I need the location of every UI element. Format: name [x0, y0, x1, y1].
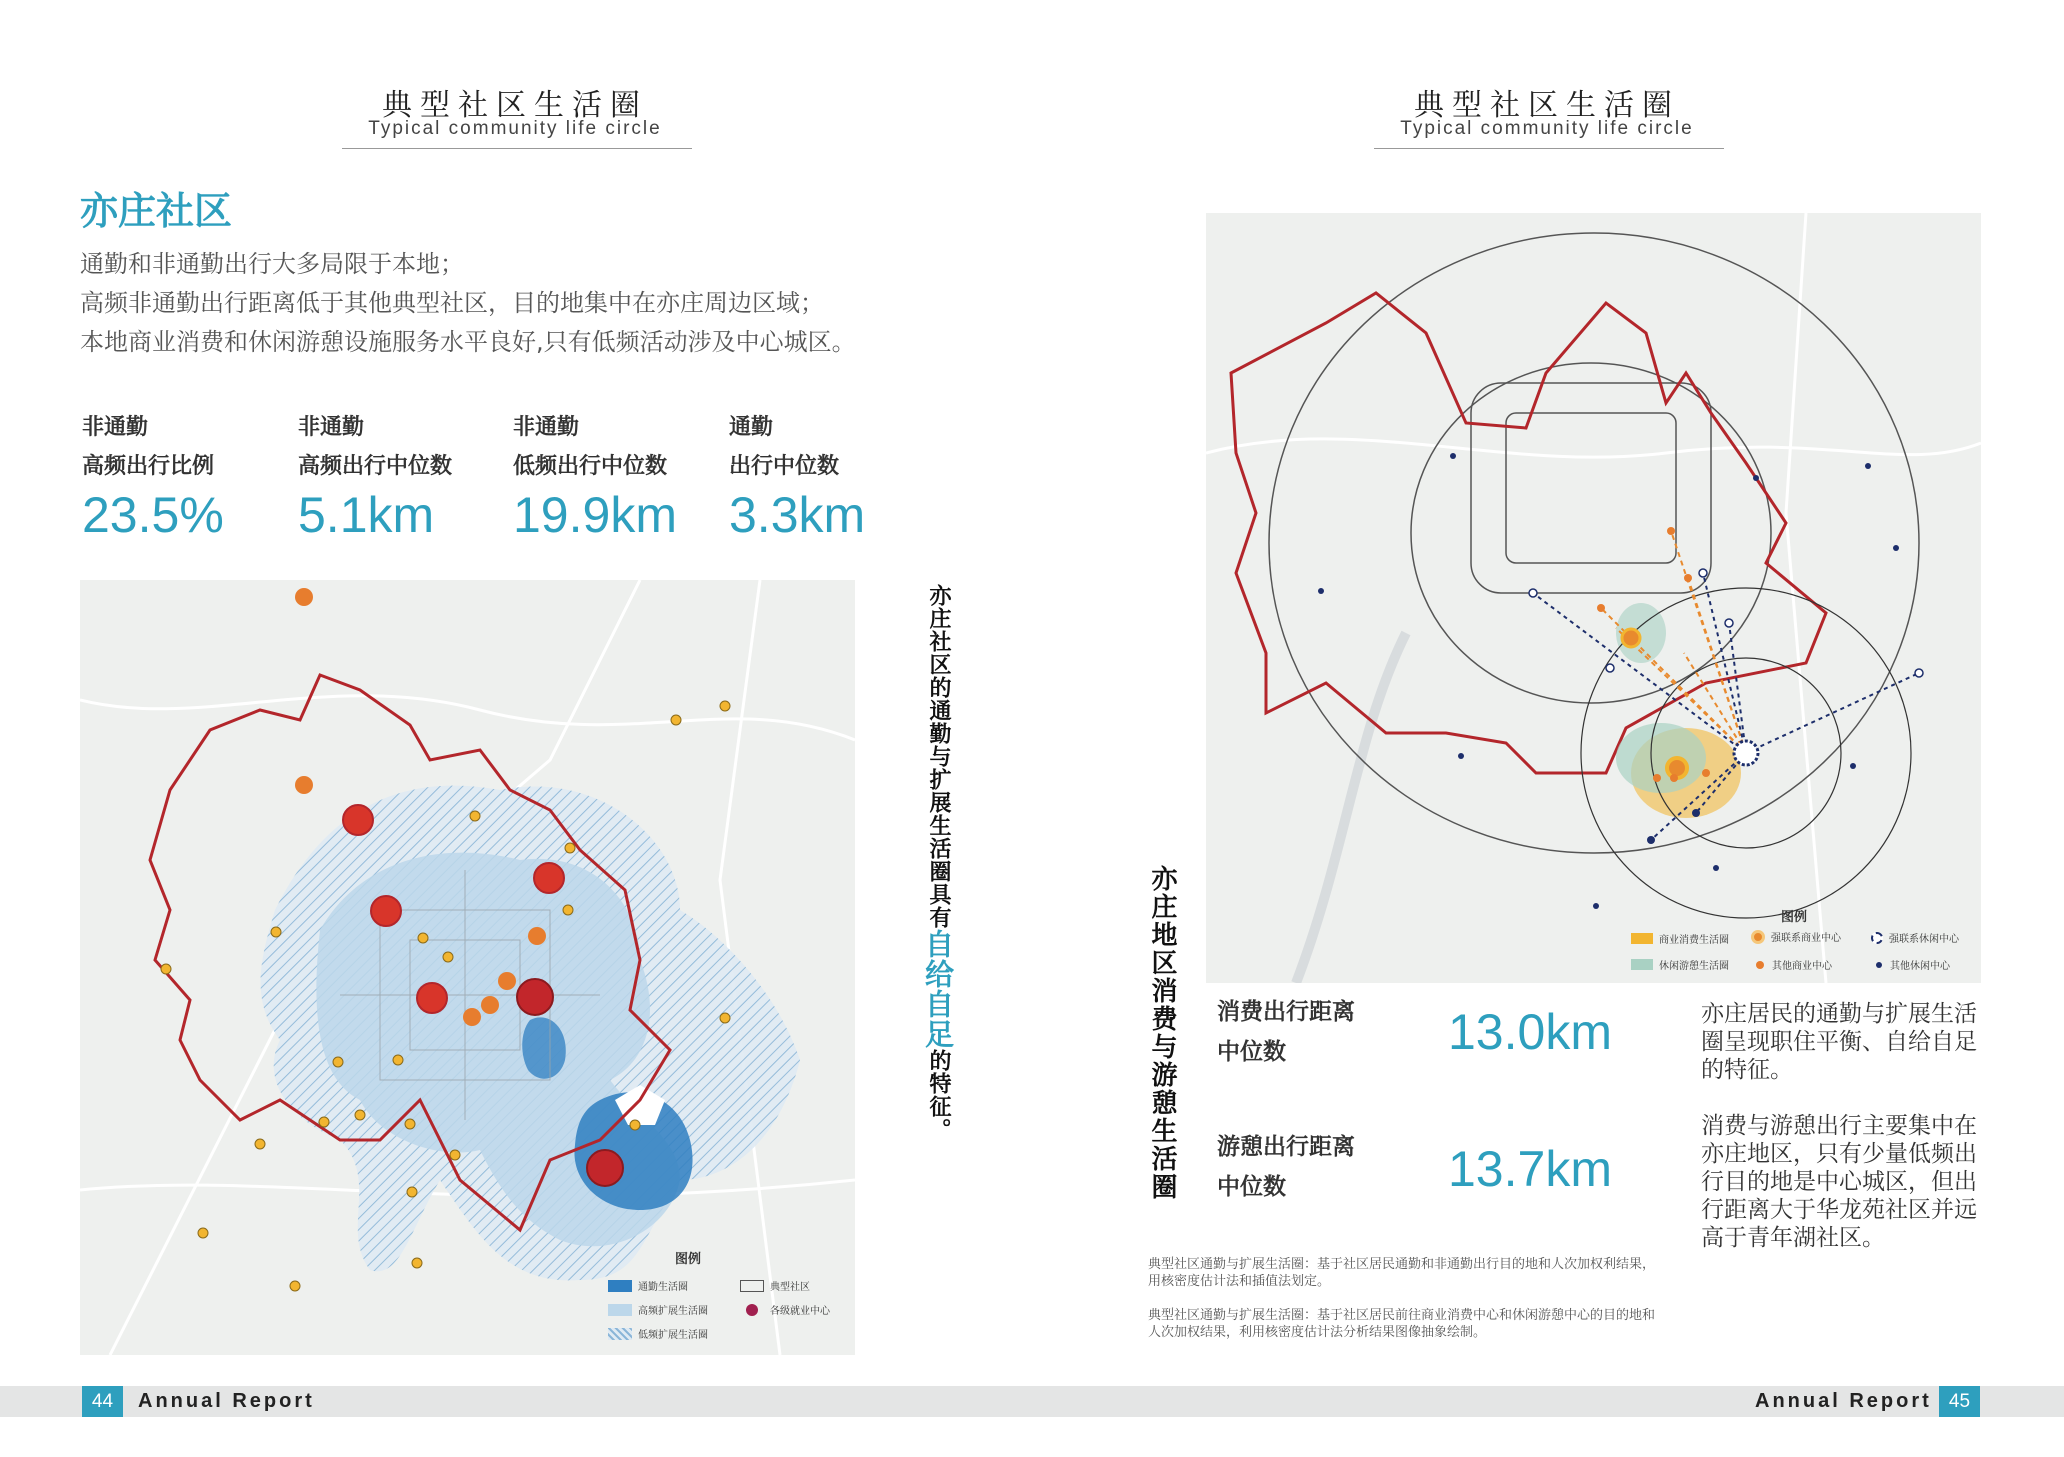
- stat-label: 消费出行距离: [1217, 999, 1355, 1025]
- legend-swatch: [740, 1280, 764, 1292]
- legend-swatch: [608, 1280, 632, 1292]
- legend-swatch: [1631, 933, 1653, 944]
- left-header-title: 典型社区生活圈: [382, 88, 648, 123]
- legend-swatch: [608, 1304, 632, 1316]
- stat-label: 非通勤: [513, 415, 580, 440]
- intro-line: 本地商业消费和休闲游憩设施服务水平良好,只有低频活动涉及中心城区。: [80, 328, 856, 356]
- stat-1: [82, 408, 224, 544]
- legend-swatch: [1876, 962, 1882, 968]
- legend-label: 其他休闲中心: [1890, 961, 1950, 972]
- right-stat-2: [1217, 1127, 1355, 1207]
- legend-item: [1873, 957, 1950, 972]
- left-header-divider: [342, 148, 692, 149]
- stat-label: 通勤: [729, 415, 774, 440]
- stat-label: 非通勤: [298, 415, 365, 440]
- vertical-caption-pre: 亦庄社区的通勤与扩展生活圈具有: [926, 584, 951, 929]
- legend-item: [1871, 930, 1959, 945]
- right-header-title: 典型社区生活圈: [1414, 88, 1680, 123]
- legend-item: [1631, 957, 1729, 972]
- right-header-divider: [1374, 148, 1724, 149]
- legend-label: 强联系商业中心: [1771, 933, 1841, 944]
- stat-label: 非通勤: [82, 415, 149, 440]
- legend-item: [608, 1278, 688, 1293]
- vertical-caption-highlight: 自给自足: [921, 929, 955, 1049]
- legend-swatch: [1756, 961, 1764, 969]
- left-page-number: 44: [82, 1386, 123, 1417]
- left-header-subtitle: Typical community life circle: [368, 118, 662, 139]
- right-note-2: 典型社区通勤与扩展生活圈：基于社区居民前往商业消费中心和休闲游憩中心的目的地和人次加权结果，利用核密度估计法分析结果图像抽象绘制。: [1148, 1308, 1656, 1340]
- legend-title: 图例: [675, 1252, 702, 1267]
- legend-title: 图例: [1781, 910, 1808, 925]
- left-legend-title: [675, 1248, 701, 1267]
- legend-label: 强联系休闲中心: [1889, 934, 1959, 945]
- right-map: [1206, 213, 1981, 983]
- stat-label: 中位数: [1217, 1039, 1286, 1065]
- stat-2: [298, 408, 452, 544]
- legend-swatch: [608, 1328, 632, 1340]
- right-stat-1: [1217, 992, 1355, 1072]
- legend-label: 典型社区: [770, 1282, 810, 1293]
- legend-label: 休闲游憩生活圈: [1659, 961, 1729, 972]
- legend-label: 商业消费生活圈: [1659, 935, 1729, 946]
- stat-value: 19.9km: [513, 487, 677, 543]
- legend-item: [740, 1278, 810, 1293]
- stat-label: 高频出行比例: [82, 454, 215, 479]
- stat-4: [729, 408, 865, 544]
- legend-label: 各级就业中心: [770, 1306, 830, 1317]
- legend-label: 通勤生活圈: [638, 1282, 688, 1293]
- left-map-graphic: [80, 580, 855, 1355]
- right-paragraph-1: 亦庄居民的通勤与扩展生活圈呈现职住平衡、自给自足的特征。: [1701, 1001, 1977, 1083]
- legend-label: 低频扩展生活圈: [638, 1330, 708, 1341]
- stat-label: 出行中位数: [729, 454, 840, 479]
- left-map: [80, 580, 855, 1355]
- legend-item: [608, 1326, 708, 1341]
- stat-label: 中位数: [1217, 1174, 1286, 1200]
- legend-label: 其他商业中心: [1772, 961, 1832, 972]
- legend-swatch: [1751, 930, 1765, 944]
- stat-label: 高频出行中位数: [298, 454, 453, 479]
- stat-value: 5.1km: [298, 487, 435, 543]
- right-stat-1-value: 13.0km: [1448, 1004, 1612, 1060]
- left-section-title: 亦庄社区: [80, 189, 233, 233]
- legend-swatch: [746, 1304, 758, 1316]
- legend-swatch: [1631, 959, 1653, 970]
- stat-3: [513, 408, 677, 544]
- stat-label: 低频出行中位数: [513, 454, 668, 479]
- legend-label: 高频扩展生活圈: [638, 1306, 708, 1317]
- vertical-caption-post: 的特征。: [926, 1049, 951, 1141]
- legend-item: [1631, 931, 1729, 946]
- legend-swatch: [1871, 932, 1883, 944]
- right-footer-label: Annual Report: [1755, 1390, 1932, 1412]
- right-header-subtitle: Typical community life circle: [1400, 118, 1694, 139]
- legend-item: [740, 1302, 830, 1317]
- right-note-1: 典型社区通勤与扩展生活圈：基于社区居民通勤和非通勤出行目的地和人次加权利结果，用核密度估计法和插值法划定。: [1148, 1257, 1656, 1289]
- intro-line: 高频非通勤出行距离低于其他典型社区，目的地集中在亦庄周边区域；: [80, 289, 824, 317]
- right-vertical-title: 亦庄地区消费与游憩生活圈: [1147, 865, 1177, 1201]
- right-paragraph-2: 消费与游憩出行主要集中在亦庄地区，只有少量低频出行目的地是中心城区，但出行距离大于华龙苑社区并远高于青年湖社区。: [1701, 1113, 1977, 1251]
- legend-item: [1751, 929, 1841, 944]
- legend-item: [1753, 957, 1832, 972]
- right-map-graphic: [1206, 213, 1981, 983]
- right-legend: [1631, 931, 1976, 977]
- stat-value: 3.3km: [729, 487, 866, 543]
- left-footer-label: Annual Report: [138, 1390, 315, 1412]
- stat-value: 23.5%: [82, 487, 224, 543]
- right-legend-title: [1781, 906, 1807, 925]
- intro-line: 通勤和非通勤出行大多局限于本地；: [80, 250, 464, 278]
- left-intro: [80, 245, 856, 362]
- legend-item: [608, 1302, 708, 1317]
- left-vertical-caption: [918, 584, 959, 1284]
- stat-label: 游憩出行距离: [1217, 1134, 1355, 1160]
- right-stat-2-value: 13.7km: [1448, 1141, 1612, 1197]
- right-page-number: 45: [1939, 1386, 1980, 1417]
